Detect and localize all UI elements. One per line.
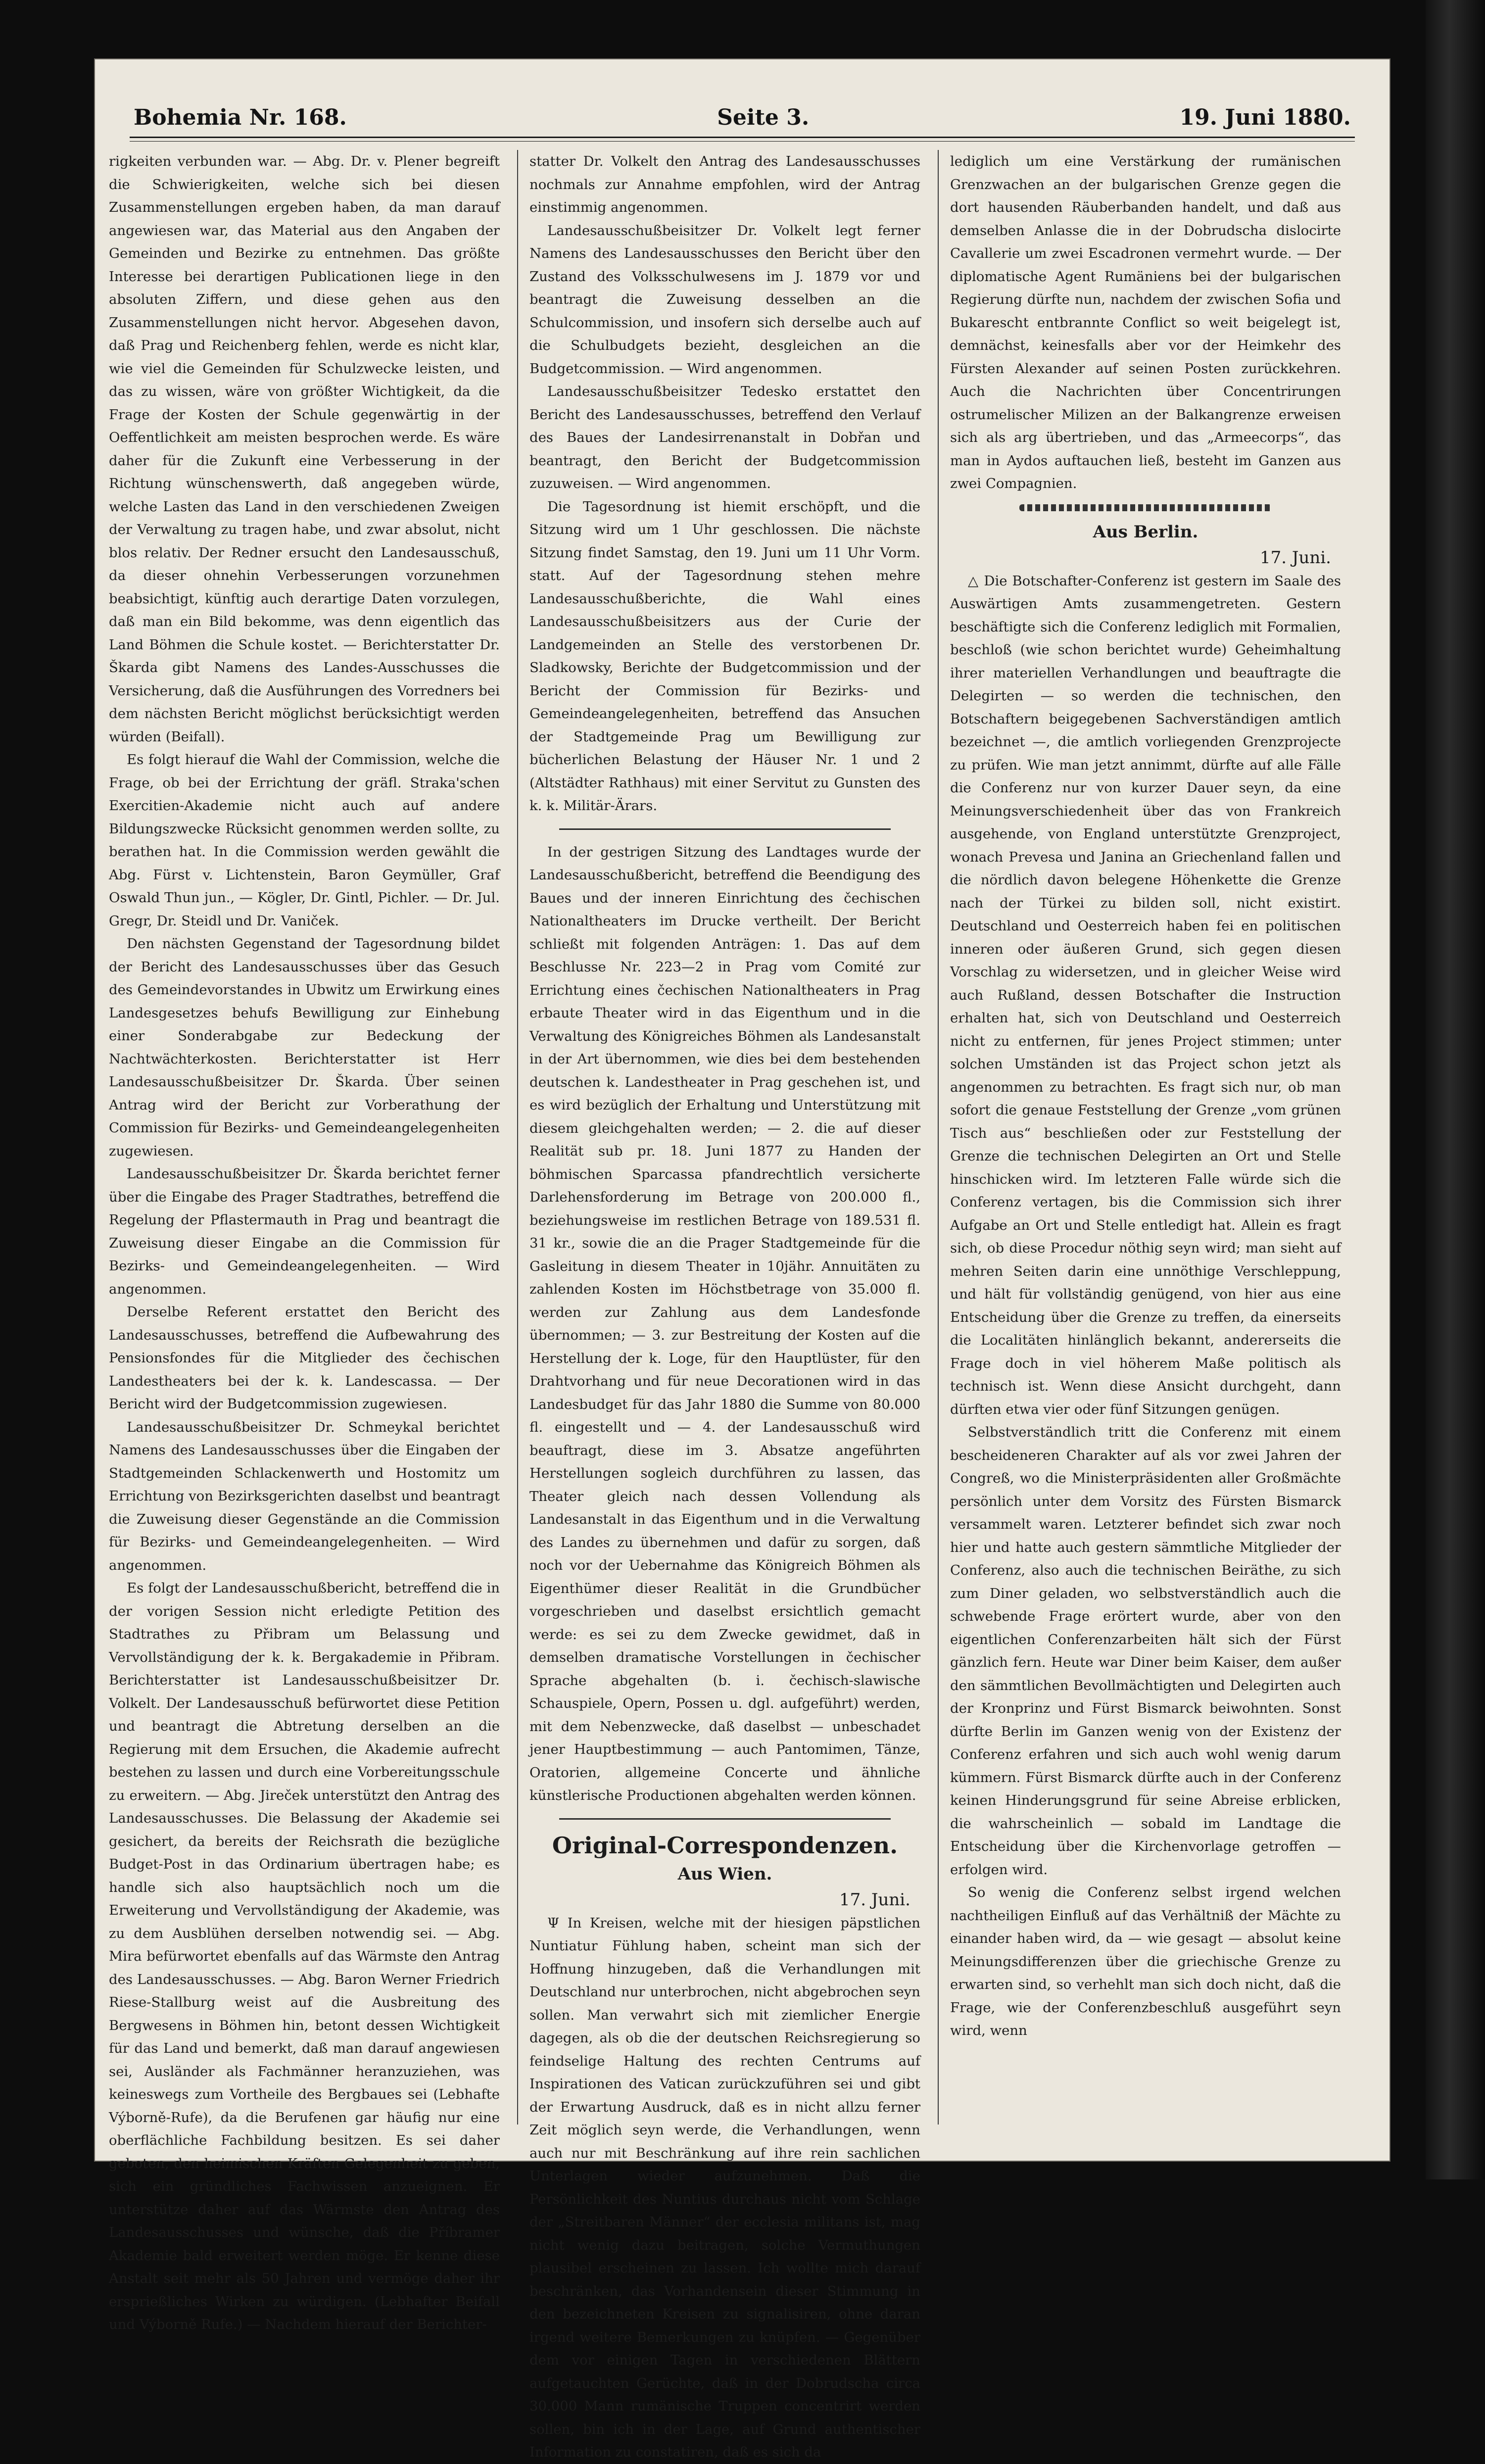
column-2 bbox=[529, 150, 920, 2460]
paragraph: Selbstverständlich tritt die Conferenz mit einem bescheideneren Charakter auf als vor zwei Jahren der Congreß, wo die Ministerpräsidenten aller Großmächte persönlich unter dem Vorsitz des Fürsten Bismarck versammelt waren. Letzterer befindet sich zwar noch hier und hatte auch gestern sämmtliche Mitglieder der Conferenz, also auch die technischen Beiräthe, zu sich zum Diner geladen, wo selbstverständlich auch die schwebende Frage erörtert wurde, aber von den eigentlichen Conferenzarbeiten hält sich der Fürst gänzlich fern. Heute war Diner beim Kaiser, dem außer den sämmtlichen Bevollmächtigten und Delegirten auch der Kronprinz und Fürst Bismarck beiwohnten. Sonst dürfte Berlin im Ganzen wenig von der Existenz der Conferenz erfahren und sich auch wohl wenig darum kümmern. Fürst Bismarck dürfte auch in der Conferenz keinen Hinderungsgrund für seine Abreise erblicken, die wahrscheinlich — sobald im Landtage die Entscheidung über die Kirchenvorlage getroffen — erfolgen wird. bbox=[950, 1424, 1341, 1878]
ornamental-rule bbox=[1019, 504, 1272, 511]
paragraph: In der gestrigen Sitzung des Landtages wurde der Landesausschußbericht, betreffend die Beendigung des Baues und der inneren Einrichtung des čechischen Nationaltheaters im Drucke vertheilt. Der Bericht schließt mit folgenden Anträgen: 1. Das auf dem Beschlusse Nr. 223—2 in Prag vom Comité zur Errichtung eines čechischen Nationaltheaters in Prag erbaute Theater wird in das Eigenthum und in die Verwaltung des Königreiches Böhmen als Landesanstalt in der Art übernommen, wie dies bei dem bestehenden deutschen k. Landestheater in Prag geschehen ist, und es wird bezüglich der Erhaltung und Unterstützung mit diesem gleichgehalten werden; — 2. die auf dieser Realität sub pr. 18. Juni 1877 zu Handen der böhmischen Sparcassa pfandrechtlich versicherte Darlehensforderung im Betrage von 200.000 fl., beziehungsweise im restlichen Betrage von 189.531 fl. 31 kr., sowie die an die Prager Stadtgemeinde für die Gasleitung in diesem Theater in 10jähr. Annuitäten zu zahlenden Kosten im Höchstbetrage von 35.000 fl. werden zur Zahlung aus dem Landesfonde übernommen; — 3. zur Bestreitung der Kosten auf die Herstellung der k. Loge, für den Hauptlüster, für den Drahtvorhang und für neue Decorationen wird in das Landesbudget für das Jahr 1880 die Summe von 80.000 fl. eingestellt und — 4. der Landesausschuß wird beauftragt, diese im 3. Absatze angeführten Herstellungen sogleich durchführen zu lassen, das Theater gleich nach dessen Vollendung als Landesanstalt in das Eigenthum und in die Verwaltung des Landes zu übernehmen und dafür zu sorgen, daß noch vor der Uebernahme das Königreich Böhmen als Eigenthümer dieser Realität in die Grundbücher vorgeschrieben und daselbst ersichtlich gemacht werde: es sei zu dem Zwecke gewidmet, daß in demselben dramatische Vorstellungen in čechischer Sprache abgehalten (b. i. čechisch-slawische Schauspiele, Opern, Possen u. dgl. aufgeführt) werden, mit dem Nebenzwecke, daß daselbst — unbeschadet jener Hauptbestimmung — auch Pantomimen, Tänze, Oratorien, allgemeine Concerte und ähnliche künstlerische Productionen abgehalten werden können. bbox=[529, 844, 920, 1803]
header-rule bbox=[130, 137, 1355, 142]
paragraph: Die Tagesordnung ist hiemit erschöpft, und die Sitzung wird um 1 Uhr geschlossen. Die nächste Sitzung findet Samstag, den 19. Juni um 11 Uhr Vorm. statt. Auf der Tagesordnung stehen mehre Landesausschußberichte, die Wahl eines Landesausschußbeisitzers aus der Curie der Landgemeinden an Stelle des verstorbenen Dr. Sladkowsky, Berichte der Budgetcommission und der Bericht der Commission für Bezirks- und Gemeindeangelegenheiten, betreffend das Ansuchen der Stadtgemeinde Prag um Bewilligung zur bücherlichen Belastung der Häuser Nr. 1 und 2 (Altstädter Rathhaus) mit einer Servitut zu Gunsten des k. k. Militär-Ärars. bbox=[529, 498, 920, 814]
paragraph: lediglich um eine Verstärkung der rumänischen Grenzwachen an der bulgarischen Grenze gegen die dort hausenden Räuberbanden handelt, und daß aus demselben Anlasse die in der Dobrudscha dislocirte Cavallerie um zwei Escadronen vermehrt wurde. — Der diplomatische Agent Rumäniens bei der bulgarischen Regierung dürfte nun, nachdem der zwischen Sofia und Bukarescht entbrannte Conflict so weit beigelegt ist, demnächst, keinesfalls aber vor der Heimkehr des Fürsten Alexander auf seinen Posten zurückkehren. Auch die Nachrichten über Concentrirungen ostrumelischer Milizen an der Balkangrenze erweisen sich als arg übertrieben, und das „Armeecorps“, das man in Aydos auftauchen ließ, besteht im Ganzen aus zwei Compagnien. bbox=[950, 153, 1341, 491]
header-page-number: Seite 3. bbox=[717, 105, 810, 130]
paragraph: Landesausschußbeisitzer Dr. Volkelt legt ferner Namens des Landesausschusses den Bericht über den Zustand des Volksschulwesens im J. 1879 vor und beantragt die Zuweisung desselben an die Schulcommission, und insofern sich derselbe auch auf die Schulbudgets bezieht, desgleichen an die Budgetcommission. — Wird angenommen. bbox=[529, 222, 920, 377]
section-divider bbox=[559, 1818, 891, 1820]
section-subtitle: Aus Wien. bbox=[677, 1864, 772, 1884]
section-title: Original-Correspondenzen. bbox=[552, 1832, 898, 1859]
newspaper-page bbox=[94, 58, 1390, 2460]
paragraph: So wenig die Conferenz selbst irgend welchen nachtheiligen Einfluß auf das Verhältniß der Mächte zu einander haben wird, da — wie gesagt — absolut keine Meinungsdifferenzen über die griechische Grenze zu erwarten sind, so verhehlt man sich doch nicht, daß die Frage, wie der Conferenzbeschluß ausgeführt seyn wird, wenn bbox=[950, 1884, 1341, 2038]
paragraph: Es folgt der Landesausschußbericht, betreffend die in der vorigen Session nicht erledigte Petition des Stadtrathes zu Přibram um Belassung und Vervollständigung der k. k. Bergakademie in Přibram. Berichterstatter ist Landesausschußbeisitzer Dr. Volkelt. Der Landesausschuß befürwortet diese Petition und beantragt die Abtretung derselben an die Regierung mit dem Ersuchen, die Akademie aufrecht bestehen zu lassen und durch eine Vorbereitungsschule zu erweitern. — Abg. Jireček unterstützt den Antrag des Landesausschusses. Die Belassung der Akademie sei gesichert, da bereits der Reichsrath die bezügliche Budget-Post in das Ordinarium übertragen habe; es handle sich also hauptsächlich noch um die Erweiterung und Vervollständigung der Akademie, was zu dem Ausblühen derselben notwendig sei. — Abg. Mira befürwortet ebenfalls auf das Wärmste den Antrag des Landesausschusses. — Abg. Baron Werner Friedrich Riese-Stallburg weist auf die Ausbreitung des Bergwesens in Böhmen hin, betont dessen Wichtigkeit für das Land und bemerkt, daß man darauf angewiesen sei, Ausländer als Fachmänner heranzuziehen, was keineswegs zum Vortheile des Bergbaues sei (Lebhafte Výborně-Rufe), da die Berufenen gar häufig nur eine oberflächliche Fachbildung besitzen. Es sei daher geboten, den heimischen Kräften Gelegenheit zu geben, sich ein gründliches Fachwissen anzueignen. Er unterstütze daher auf das Wärmste den Antrag des Landesausschusses und wünsche, daß die Příbramer Akademie bald erweitert werden möge. Er kenne diese Anstalt seit mehr als 50 Jahren und vermöge daher ihr ersprießliches Wirken zu würdigen. (Lebhafter Beifall und Výborně Rufe.) — Nachdem hierauf der Berichter- bbox=[109, 1580, 500, 2332]
section-title: Aus Berlin. bbox=[1093, 522, 1198, 542]
page-header bbox=[134, 86, 1351, 130]
paragraph: Derselbe Referent erstattet den Bericht des Landesausschusses, betreffend die Aufbewahrung des Pensionsfondes für die Mitglieder des čechischen Landestheaters bei der k. k. Landescassa. — Der Bericht wird der Budgetcommission zugewiesen. bbox=[109, 1304, 500, 1412]
dateline: 17. Juni. bbox=[1260, 547, 1331, 568]
header-date: 19. Juni 1880. bbox=[1179, 105, 1351, 130]
paragraph: Landesausschußbeisitzer Dr. Škarda berichtet ferner über die Eingabe des Prager Stadtrathes, betreffend die Regelung der Pflastermauth in Prag und beantragt die Zuweisung dieser Eingabe an die Commission für Bezirks- und Gemeindeangelegenheiten. — Wird angenommen. bbox=[109, 1166, 500, 1297]
column-1 bbox=[109, 150, 500, 2332]
column-rule bbox=[938, 150, 939, 2125]
section-divider bbox=[559, 828, 891, 830]
paragraph: △ Die Botschafter-Conferenz ist gestern im Saale des Auswärtigen Amts zusammengetreten. Gestern beschäftigte sich die Conferenz lediglich mit Formalien, beschloß (wie schon berichtet wurde) Geheimhaltung ihrer materiellen Verhandlungen und beauftragte die Delegirten — so werden die technischen, den Botschaftern beigegebenen Sachverständigen amtlich bezeichnet —, die amtlich vorliegenden Grenzprojecte zu prüfen. Wie man jetzt annimmt, dürfte auf alle Fälle die Conferenz nur von kurzer Dauer seyn, da eine Meinungsverschiedenheit über das von Frankreich ausgehende, von England unterstützte Grenzproject, wonach Prevesa und Janina an Griechenland fallen und die nördlich davon belegene Höhenkette die Grenze nach der Türkei zu bilden soll, nicht existirt. Deutschland und Oesterreich haben fei en politischen inneren oder äußeren Grund, sich gegen diesen Vorschlag zu widersetzen, und in gleicher Weise wird auch Rußland, dessen Botschafter die Instruction erhalten hat, sich von Deutschland und Oesterreich nicht zu entfernen, für jenes Project stimmen; unter solchen Umständen ist das Project schon jetzt als angenommen zu betrachten. Es fragt sich nur, ob man sofort die genaue Feststellung der Grenze „vom grünen Tisch aus“ beschließen oder zur Feststellung der Grenze die technischen Delegirten an Ort und Stelle hinschicken wird. Im letzteren Falle würde sich die Conferenz vertagen, bis die Commission sich ihrer Aufgabe an Ort und Stelle entledigt hat. Allein es fragt sich, ob diese Procedur nöthig seyn wird; man sieht auf mehren Seiten darin eine unnöthige Verschleppung, und hält für vollständig genügend, von hier aus eine Entscheidung über die Grenze zu treffen, da einerseits die Localitäten hinlänglich bekannt, andererseits die Frage doch in viel höherem Maße politisch als technisch ist. Wenn diese Ansicht durchgeht, dann dürften etwa vier oder fünf Sitzungen genügen. bbox=[950, 573, 1341, 1417]
column-3 bbox=[950, 150, 1341, 2125]
paragraph: Den nächsten Gegenstand der Tagesordnung bildet der Bericht des Landesausschusses über das Gesuch des Gemeindevorstandes in Ubwitz um Erwirkung eines Landesgesetzes behufs Bewilligung zur Einhebung einer Sonderabgabe zur Bedeckung der Nachtwächterkosten. Berichterstatter ist Herr Landesausschußbeisitzer Dr. Škarda. Über seinen Antrag wird der Bericht zur Vorberathung der Commission für Bezirks- und Gemeindeangelegenheiten zugewiesen. bbox=[109, 936, 500, 1159]
paragraph: Ψ In Kreisen, welche mit der hiesigen päpstlichen Nuntiatur Fühlung haben, scheint man sich der Hoffnung hinzugeben, daß die Verhandlungen mit Deutschland nur unterbrochen, nicht abgebrochen seyn sollen. Man verwahrt sich mit ziemlicher Energie dagegen, als ob die der deutschen Reichsregierung so feindselige Haltung des rechten Centrums auf Inspirationen des Vatican zurückzuführen sei und gibt der Erwartung Ausdruck, daß es in nicht allzu ferner Zeit möglich seyn werde, die Verhandlungen, wenn auch nur mit Beschränkung auf ihre rein sachlichen Unterlagen wieder aufzunehmen. Daß die Persönlichkeit des Nuntius durchaus nicht vom Schlage der „Streitbaren Männer“ der ecclesia militans ist, mag nicht wenig dazu beitragen, solche Vermuthungen plausibel erscheinen zu lassen. Ich wollte mich darauf beschränken, das Vorhandensein dieser Stimmung in den bezeichneten Kreisen zu signalisiren, ohne daran irgend weitere Bemerkungen zu knüpfen. — Gegenüber dem vor einigen Tagen in verschiedenen Blättern aufgetauchten Gerüchte, daß in der Dobrudscha circa 30.000 Mann rumänische Truppen concentrirt werden sollen, bin ich in der Lage, auf Grund authentischer Information zu constatiren, daß es sich da bbox=[529, 1915, 920, 2460]
paragraph: Landesausschußbeisitzer Tedesko erstattet den Bericht des Landesausschusses, betreffend den Verlauf des Baues der Landesirrenanstalt in Dobřan und beantragt, den Bericht der Budgetcommission zuzuweisen. — Wird angenommen. bbox=[529, 384, 920, 491]
column-rule bbox=[517, 150, 518, 2125]
paragraph: statter Dr. Volkelt den Antrag des Landesausschusses nochmals zur Annahme empfohlen, wird der Antrag einstimmig angenommen. bbox=[529, 153, 920, 215]
paragraph: Es folgt hierauf die Wahl der Commission, welche die Frage, ob bei der Errichtung der gräfl. Straka'schen Exercitien-Akademie nicht auch auf andere Bildungszwecke Rücksicht genommen werden sollte, zu berathen hat. In die Commission werden gewählt die Abg. Fürst v. Lichtenstein, Baron Geymüller, Graf Oswald Thun jun., — Kögler, Dr. Gintl, Pichler. — Dr. Jul. Gregr, Dr. Steidl und Dr. Vaniček. bbox=[109, 752, 500, 929]
scan-border bbox=[1426, 0, 1485, 2179]
dateline: 17. Juni. bbox=[839, 1889, 910, 1910]
paragraph: rigkeiten verbunden war. — Abg. Dr. v. Plener begreift die Schwierigkeiten, welche sich bei diesen Zusammenstellungen ergeben haben, da man darauf angewiesen war, das Material aus den Angaben der Gemeinden und Bezirke zu entnehmen. Das größte Interesse bei derartigen Publicationen liege in den absoluten Ziffern, und diese gehen aus den Zusammenstellungen nicht hervor. Abgesehen davon, daß Prag und Reichenberg fehlen, werde es nicht klar, wie viel die Gemeinden für Schulzwecke leisten, und das zu wissen, wäre von größter Wichtigkeit, da die Frage der Kosten der Schule gegenwärtig in der Oeffentlichkeit am meisten besprochen werde. Es wäre daher für die Zukunft eine Verbesserung in der Richtung wünschenswerth, daß angegeben würde, welche Lasten das Land in den verschiedenen Zweigen der Verwaltung zu tragen habe, und zwar absolut, nicht blos relativ. Der Redner ersucht den Landesausschuß, da dieser ohnehin Verbesserungen vorzunehmen beabsichtigt, künftig auch derartige Daten vorzulegen, daß man ein Bild bekomme, was denn eigentlich das Land Böhmen die Schule kostet. — Berichterstatter Dr. Škarda gibt Namens des Landes-Ausschusses die Versicherung, daß die Ausführungen des Vorredners bei dem nächsten Bericht möglichst berücksichtigt werden würden (Beifall). bbox=[109, 153, 500, 745]
header-title: Bohemia Nr. 168. bbox=[134, 105, 347, 130]
paragraph: Landesausschußbeisitzer Dr. Schmeykal berichtet Namens des Landesausschusses über die Eingaben der Stadtgemeinden Schlackenwerth und Hostomitz um Errichtung von Bezirksgerichten daselbst und beantragt die Zuweisung dieser Gegenstände an die Commission für Bezirks- und Gemeindeangelegenheiten. — Wird angenommen. bbox=[109, 1419, 500, 1573]
